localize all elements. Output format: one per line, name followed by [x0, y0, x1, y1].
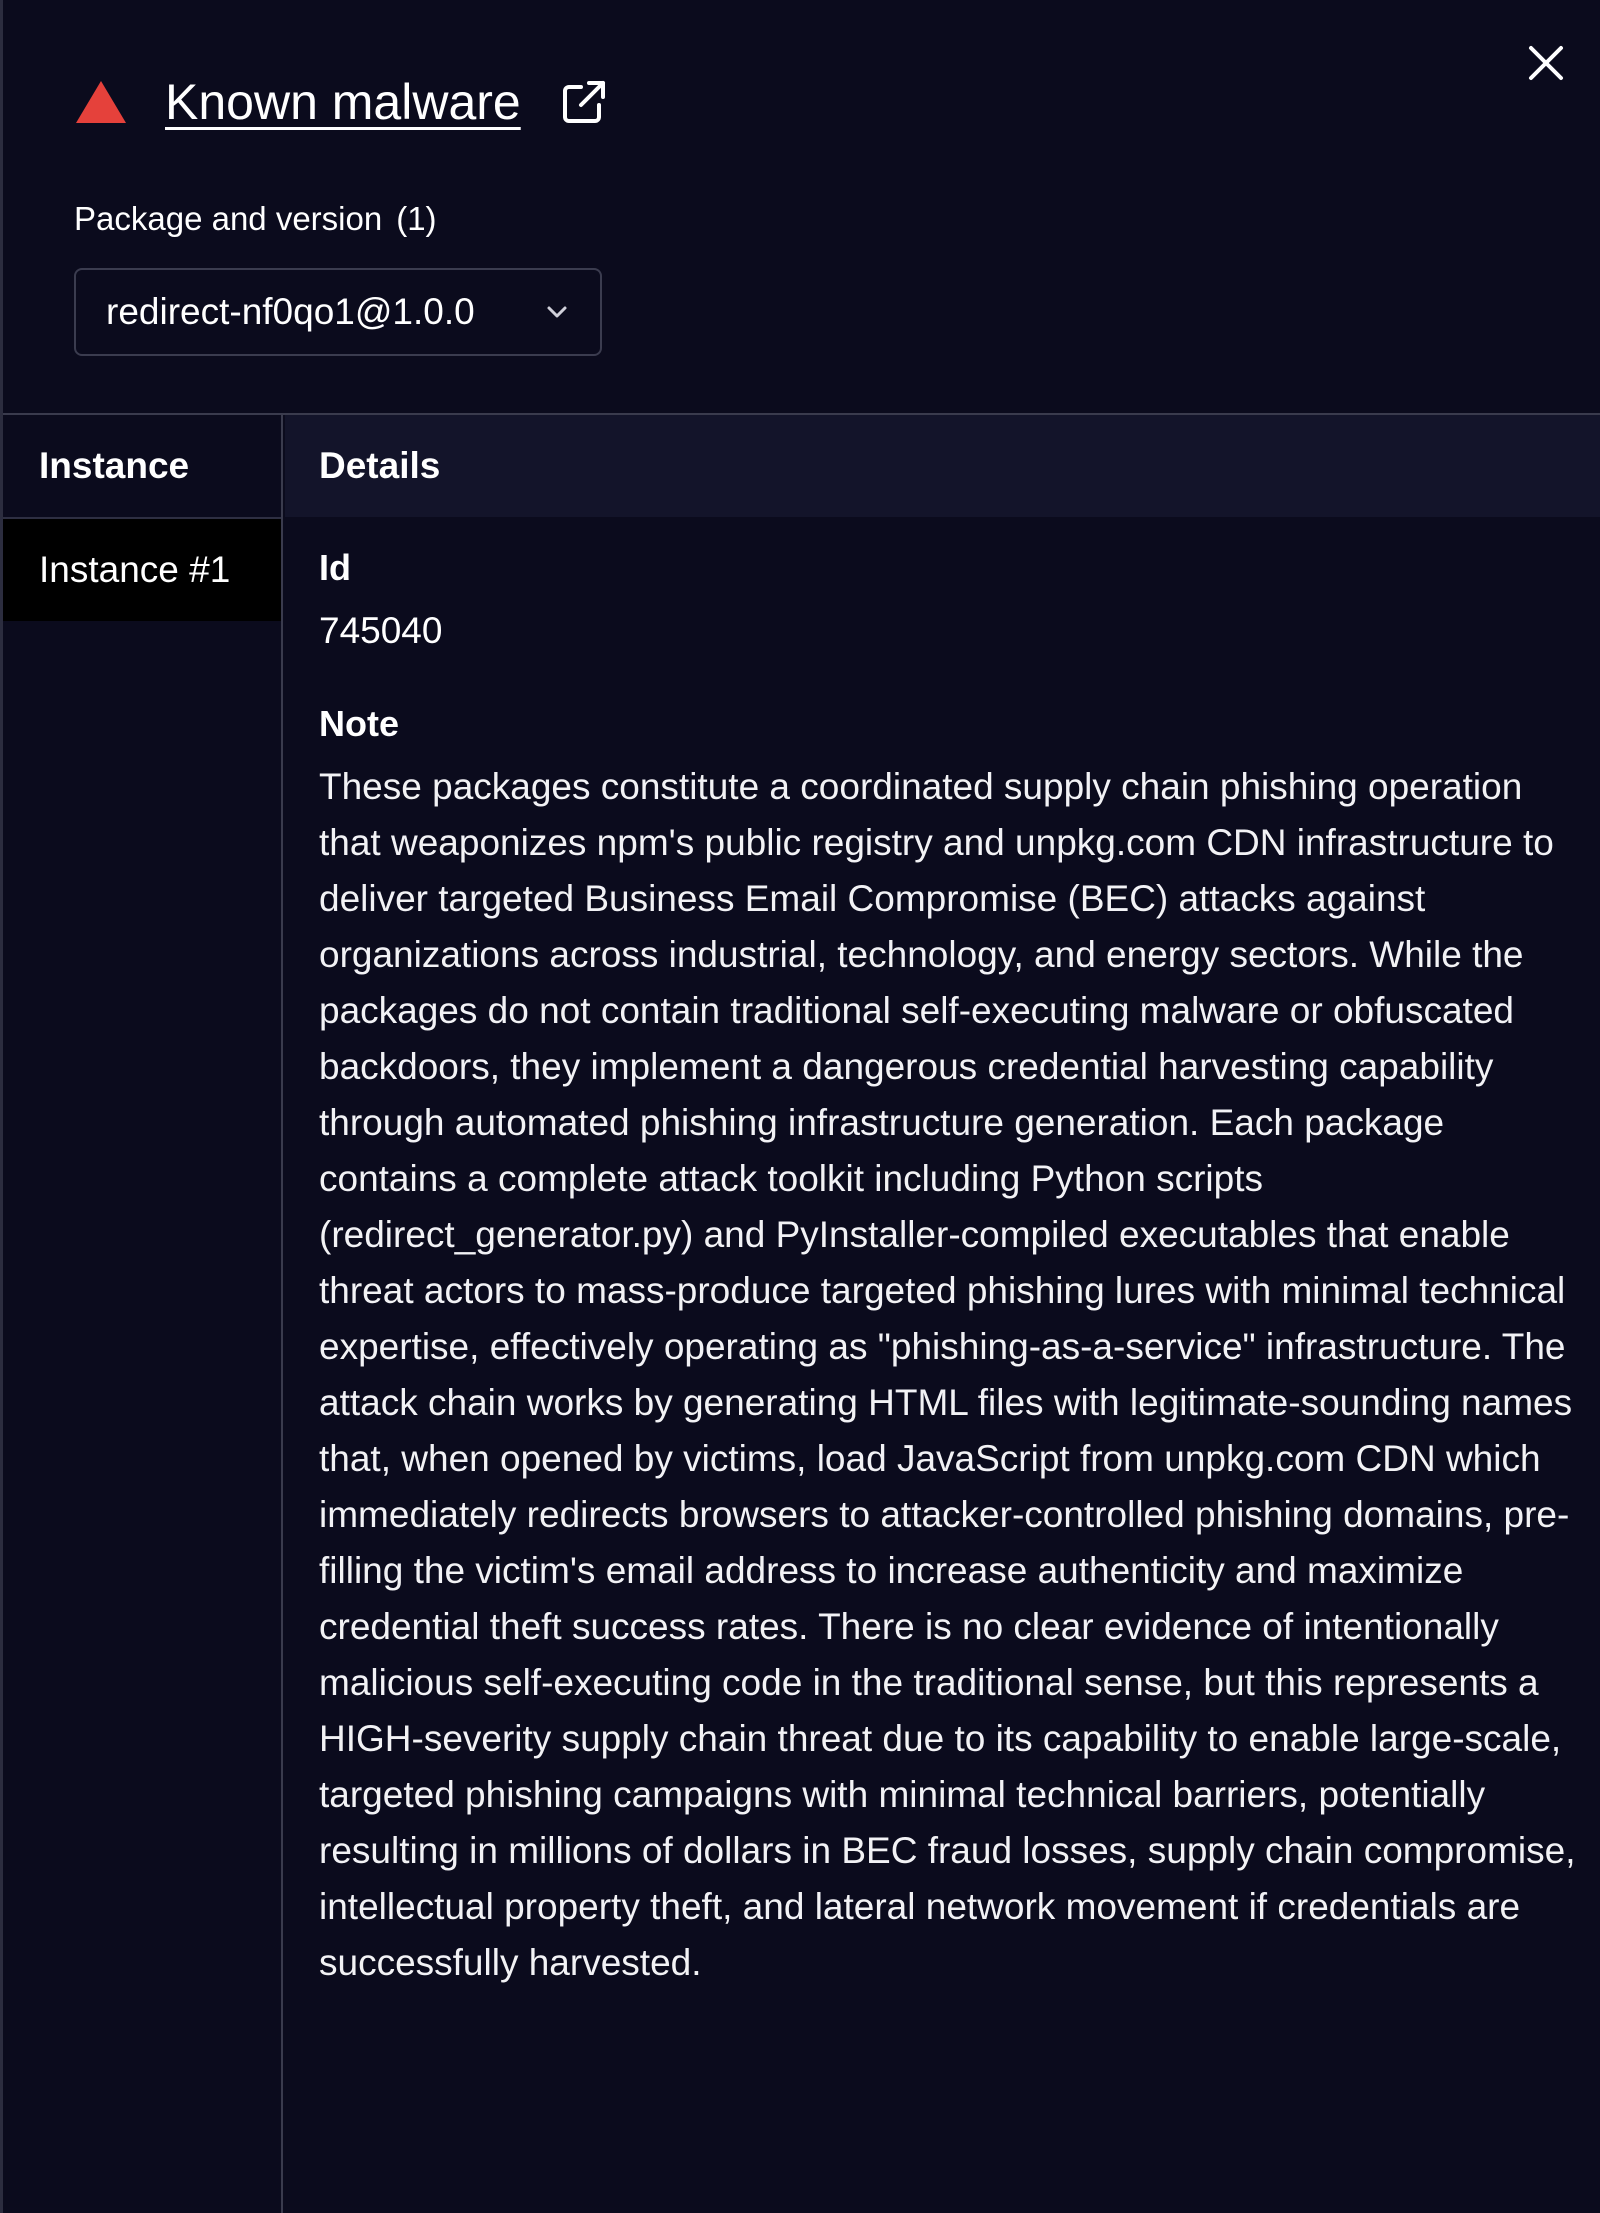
details-body: [285, 517, 1600, 1991]
note-text: These packages constitute a coordinated supply chain phishing operation that weaponizes npm's public registry and unpkg.com CDN infrastructure to deliver targeted Business Email Compromise (BEC) attacks against organizations across industrial, technology, and energy sectors. While the packages do not contain traditional self-executing malware or obfuscated backdoors, they implement a dangerous credential harvesting capability through automated phishing infrastructure generation. Each package contains a complete attack toolkit including Python scripts (redirect_generator.py) and PyInstaller-compiled executables that enable threat actors to mass-produce targeted phishing lures with minimal technical expertise, effectively operating as "phishing-as-a-service" infrastructure. The attack chain works by generating HTML files with legitimate-sounding names that, when opened by victims, load JavaScript from unpkg.com CDN which immediately redirects browsers to attacker-controlled phishing domains, pre-filling the victim's email address to increase authenticity and maximize credential theft success rates. There is no clear evidence of intentionally malicious self-executing code in the traditional sense, but this represents a HIGH-severity supply chain threat due to its capability to enable large-scale, targeted phishing campaigns with minimal technical barriers, potentially resulting in millions of dollars in BEC fraud losses, supply chain compromise, intellectual property theft, and lateral network movement if credentials are successfully harvested.: [319, 766, 1576, 1983]
warning-triangle-icon: [75, 79, 127, 125]
package-count: (1): [396, 200, 437, 237]
id-label: Id: [319, 547, 351, 588]
package-version-label: [74, 200, 437, 238]
details-column: [285, 415, 1600, 2213]
note-label: Note: [319, 703, 399, 744]
details-column-header: Details: [285, 415, 1600, 517]
instance-column-header: Instance: [3, 415, 281, 519]
malware-title-link[interactable]: Known malware: [165, 74, 521, 130]
external-link-icon[interactable]: [559, 77, 609, 127]
chevron-down-icon: [542, 297, 572, 327]
package-version-label-text: Package and version: [74, 200, 383, 237]
id-value: 745040: [319, 610, 443, 651]
close-icon[interactable]: [1525, 42, 1567, 84]
panel-header: [75, 64, 609, 140]
package-version-select[interactable]: [74, 268, 602, 356]
package-version-value: redirect-nf0qo1@1.0.0: [106, 291, 475, 332]
instance-list-item[interactable]: Instance #1: [3, 519, 281, 621]
instance-column: [3, 415, 283, 2213]
